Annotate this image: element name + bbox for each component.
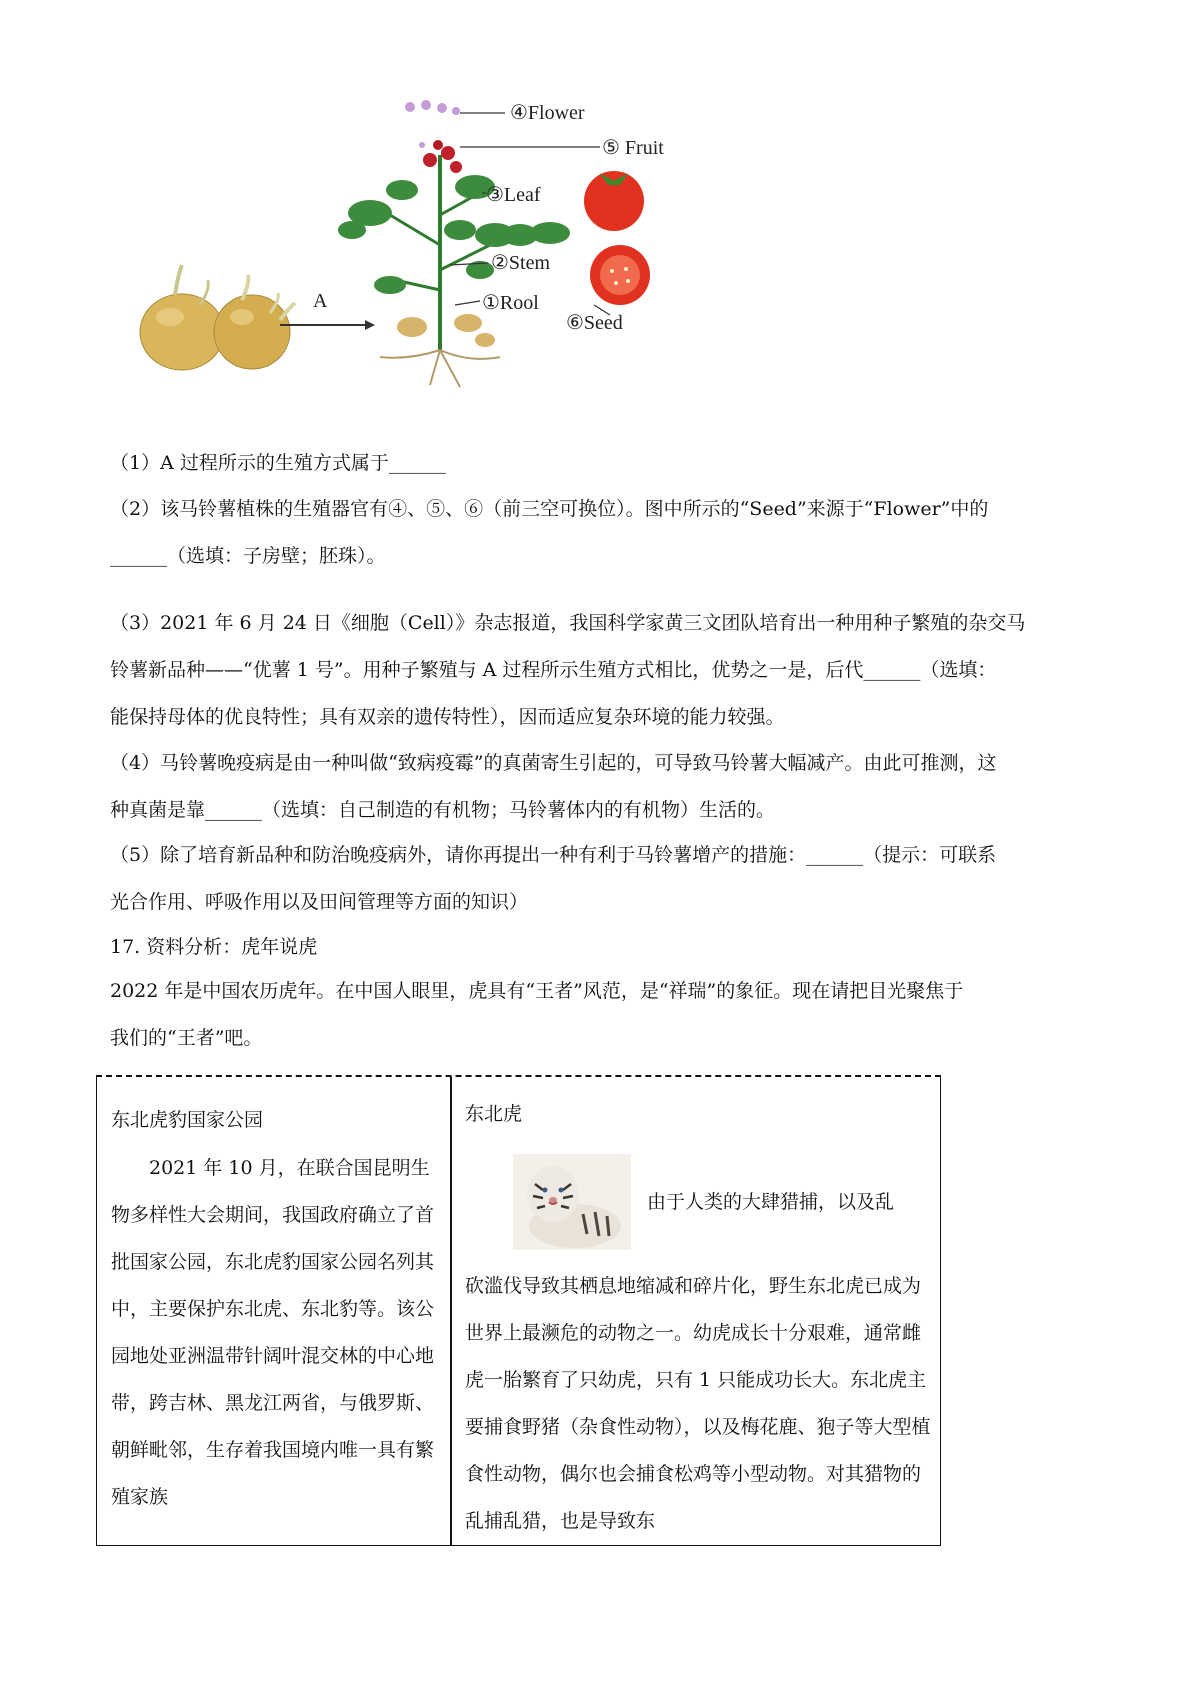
question-3-line-3: 能保持母体的优良特性；具有双亲的遗传特性），因而适应复杂环境的能力较强。 — [110, 706, 785, 728]
section-17-intro-line-2: 我们的“王者”吧。 — [110, 1027, 263, 1049]
potato-plant-diagram — [130, 95, 750, 395]
tiger-body: 砍滥伐导致其栖息地缩减和碎片化，野生东北虎已成为世界上最濒危的动物之一。幼虎成长十分艰难，通常雌虎一胎繁育了只幼虎，只有 1 只能成功长大。东北虎主要捕食野猪（杂食性动物），以及梅花鹿、狍子等大型植食性动物，偶尔也会捕食松鸡等小型动物。对其猎物的乱捕乱猎，也是导致东 — [465, 1275, 931, 1532]
label-root: ①Rool — [482, 292, 539, 314]
label-seed: ⑥Seed — [566, 312, 623, 334]
tiger-heading: 东北虎 — [465, 1103, 523, 1125]
potato-tubers — [140, 265, 295, 370]
tiger-image — [513, 1154, 631, 1250]
leader-lines — [450, 113, 610, 315]
park-body: 2021 年 10 月，在联合国昆明生物多样性大会期间，我国政府确立了首批国家公园，东北虎豹国家公园名列其中，主要保护东北虎、东北豹等。该公园地处亚洲温带针阔叶混交林的中心地带，跨吉林、黑龙江两省，与俄罗斯、朝鲜毗邻，生存着我国境内唯一具有繁殖家族 — [111, 1157, 435, 1508]
question-4-line-2: 种真菌是靠______（选填：自己制造的有机物；马铃薯体内的有机物）生活的。 — [110, 799, 776, 821]
tomato-half — [590, 245, 650, 305]
section-17-title: 17. 资料分析：虎年说虎 — [110, 936, 318, 958]
question-2 — [110, 486, 1100, 580]
table-divider — [450, 1077, 452, 1545]
question-2-line-1: （2）该马铃薯植株的生殖器官有④、⑤、⑥（前三空可换位）。图中所示的“Seed”来源于“Flower”中的 — [110, 498, 989, 520]
question-5-line-2: 光合作用、呼吸作用以及田间管理等方面的知识） — [110, 891, 529, 913]
label-flower: ④Flower — [510, 102, 585, 124]
process-arrow-a — [280, 290, 375, 330]
section-17-intro-line-1: 2022 年是中国农历虎年。在中国人眼里，虎具有“王者”风范，是“祥瑞”的象征。现在请把目光聚焦于 — [110, 980, 964, 1002]
question-1-text: （1）A 过程所示的生殖方式属于______ — [110, 452, 446, 474]
label-stem: ②Stem — [491, 252, 551, 274]
section-17-intro — [110, 968, 1100, 1062]
question-5 — [110, 832, 1100, 926]
flower-cluster — [405, 100, 460, 115]
park-heading: 东北虎豹国家公园 — [111, 1109, 264, 1131]
table-left-cell — [111, 1105, 441, 1521]
material-table — [96, 1075, 941, 1546]
question-2-line-2: ______（选填：子房壁；胚珠）。 — [110, 545, 386, 567]
arrow-label-a: A — [313, 290, 328, 312]
tomato-fruit — [584, 171, 644, 231]
potato-plant-figure — [130, 95, 750, 395]
question-3-line-1: （3）2021 年 6 月 24 日《细胞（Cell）》杂志报道，我国科学家黄三文团队培育出一种用种子繁殖的杂交马 — [110, 612, 1026, 634]
question-1 — [110, 440, 1100, 487]
question-4-line-1: （4）马铃薯晚疫病是由一种叫做“致病疫霉”的真菌寄生引起的，可导致马铃薯大幅减产。由此可推测，这 — [110, 752, 997, 774]
label-fruit: ⑤ Fruit — [602, 137, 664, 159]
question-5-line-1: （5）除了培育新品种和防治晚疫病外，请你再提出一种有利于马铃薯增产的措施：______（提示：可联系 — [110, 844, 997, 866]
question-3-line-2: 铃薯新品种——“优薯 1 号”。用种子繁殖与 A 过程所示生殖方式相比，优势之一是，后代______（选填： — [110, 659, 997, 681]
question-3 — [110, 600, 1100, 741]
question-4 — [110, 740, 1100, 834]
label-leaf: ③Leaf — [486, 184, 541, 206]
tiger-lead-text: 由于人类的大肆猎捕，以及乱 — [647, 1191, 895, 1213]
